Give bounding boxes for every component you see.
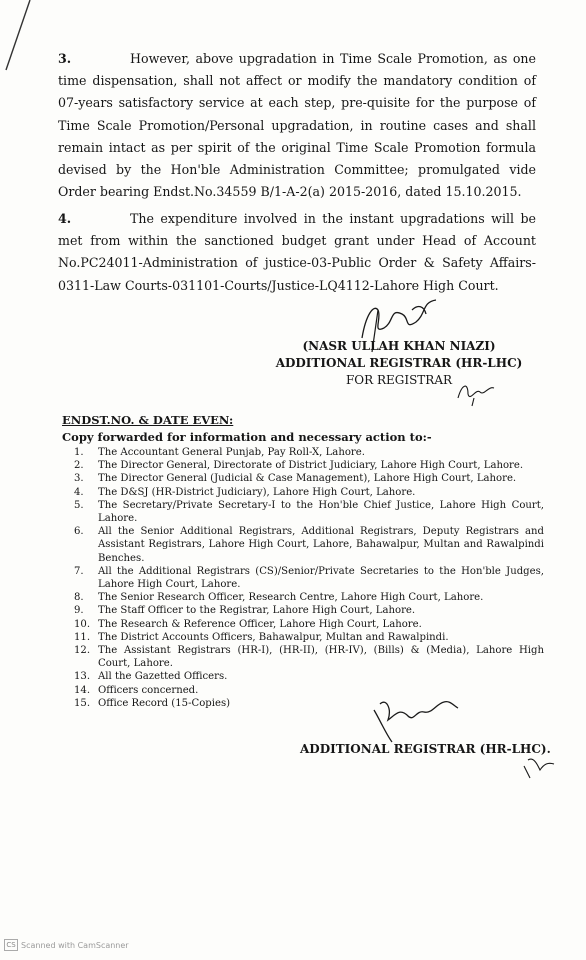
- list-item-number: 15.: [74, 697, 91, 709]
- signatory-title: ADDITIONAL REGISTRAR (HR-LHC): [275, 356, 523, 370]
- list-item-text: The D&SJ (HR-District Judiciary), Lahore High Court, Lahore.: [98, 486, 416, 498]
- list-item: [74, 499, 544, 525]
- list-item-text: All the Gazetted Officers.: [98, 671, 228, 683]
- list-item-number: 13.: [74, 671, 91, 683]
- list-item-number: 9.: [74, 605, 84, 617]
- paragraph-4-number: 4.: [58, 211, 72, 226]
- paragraph-3-text: However, above upgradation in Time Scale Promotion, as one time dispensation, shall not affect or modify the mandatory condition of 07-years satisfactory service at each step, pre-quisite for the purpose of Time Scale Promotion/Personal upgradation, in routine cases and shall remain intact as per spirit of the original Time Scale Promotion formula devised by the Hon'ble Administration Committee; promulgated vide Order bearing Endst.No.34559 B/1-A-2(a) 2015-2016, dated 15.10.2015.: [58, 51, 536, 200]
- paragraph-4-text: The expenditure involved in the instant upgradations will be met from within the sanctioned budget grant under Head of Account No.PC24011-Administration of justice-03-Public Order & Safety Affairs-0311-Law Courts-031101-Courts/Justice-LQ4112-Lahore High Court.: [58, 211, 536, 293]
- list-item: [74, 525, 544, 565]
- paragraph-3: [58, 48, 536, 203]
- paragraph-4: [58, 208, 536, 297]
- list-item-number: 6.: [74, 526, 84, 538]
- page-fold-line: [0, 0, 40, 80]
- initials-scribble-1: [454, 374, 500, 408]
- list-item-text: The Director General (Judicial & Case Management), Lahore High Court, Lahore.: [98, 473, 517, 485]
- signatory-name: (NASR ULLAH KHAN NIAZI): [302, 339, 496, 353]
- list-item: [74, 604, 544, 617]
- list-item-number: 5.: [74, 499, 84, 511]
- signatory-title-2: ADDITIONAL REGISTRAR (HR-LHC).: [300, 742, 551, 756]
- list-item: [74, 446, 544, 459]
- list-item: [74, 472, 544, 485]
- list-item-number: 12.: [74, 645, 91, 657]
- paragraph-3-number: 3.: [58, 51, 72, 66]
- list-item-text: The Secretary/Private Secretary-I to the Hon'ble Chief Justice, Lahore High Court, Lahore.: [98, 499, 544, 525]
- list-item-text: The Staff Officer to the Registrar, Lahore High Court, Lahore.: [98, 605, 416, 617]
- signature-block-2: [300, 742, 551, 756]
- list-item-number: 3.: [74, 473, 84, 485]
- list-item-number: 11.: [74, 631, 91, 643]
- recipient-list: [74, 446, 544, 710]
- scanner-watermark: [4, 939, 129, 951]
- list-item-number: 8.: [74, 592, 84, 604]
- list-item-number: 10.: [74, 618, 91, 630]
- list-item-text: Officers concerned.: [98, 684, 199, 696]
- list-item: [74, 486, 544, 499]
- list-item: [74, 591, 544, 604]
- list-item: [74, 631, 544, 644]
- list-item-number: 4.: [74, 486, 84, 498]
- list-item: [74, 670, 544, 683]
- copy-forwarded-heading: Copy forwarded for information and necessary action to:-: [62, 430, 432, 444]
- list-item-number: 1.: [74, 447, 84, 458]
- list-item-text: The Accountant General Punjab, Pay Roll-X, Lahore.: [98, 447, 365, 458]
- initials-scribble-2: [520, 752, 560, 782]
- list-item-text: All the Additional Registrars (CS)/Senior/Private Secretaries to the Hon'ble Judges, Lahore High Court, Lahore.: [98, 565, 544, 591]
- list-item-text: Office Record (15-Copies): [98, 697, 231, 709]
- list-item: [74, 459, 544, 472]
- list-item-number: 14.: [74, 684, 91, 696]
- list-item-text: The Director General, Directorate of District Judiciary, Lahore High Court, Lahore.: [98, 460, 524, 472]
- list-item: [74, 644, 544, 670]
- list-item-text: All the Senior Additional Registrars, Additional Registrars, Deputy Registrars and Assistant Registrars, Lahore High Court, Lahore, Bahawalpur, Multan and Rawalpindi Benches.: [98, 526, 544, 564]
- list-item-number: 2.: [74, 460, 84, 472]
- list-item-text: The Assistant Registrars (HR-I), (HR-II), (HR-IV), (Bills) & (Media), Lahore High Court, Lahore.: [98, 645, 544, 670]
- scanner-watermark-text: Scanned with CamScanner: [21, 940, 129, 950]
- list-item-text: The Senior Research Officer, Research Centre, Lahore High Court, Lahore.: [98, 592, 484, 604]
- list-item: [74, 618, 544, 631]
- for-registrar-label: FOR REGISTRAR: [345, 373, 453, 387]
- list-item-number: 7.: [74, 565, 84, 577]
- list-item: [74, 565, 544, 591]
- list-item: [74, 684, 544, 697]
- camscanner-logo-icon: CS: [4, 939, 18, 951]
- list-item: [74, 697, 544, 710]
- endst-heading: ENDST.NO. & DATE EVEN:: [62, 413, 234, 427]
- list-item-text: The Research & Reference Officer, Lahore High Court, Lahore.: [98, 618, 422, 630]
- list-item-text: The District Accounts Officers, Bahawalpur, Multan and Rawalpindi.: [98, 631, 449, 643]
